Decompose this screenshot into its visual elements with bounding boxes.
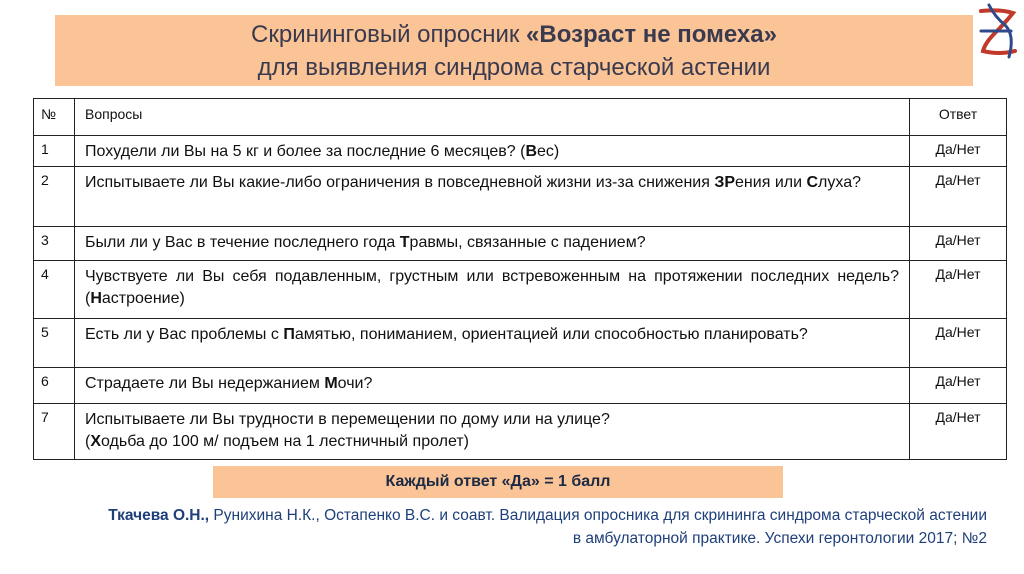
row-number: 3 <box>34 227 75 261</box>
question-text: Испытываете ли Вы какие-либо ограничения в повседневной жизни из-за снижения ЗРения или Слуха? <box>75 167 910 227</box>
answer-cell: Да/Нет <box>910 404 1007 460</box>
answer-cell: Да/Нет <box>910 368 1007 404</box>
row-number: 6 <box>34 368 75 404</box>
table-row <box>34 368 1007 404</box>
question-text: Есть ли у Вас проблемы с Памятью, пониманием, ориентацией или способностью планировать? <box>75 319 910 368</box>
table-row <box>34 167 1007 227</box>
question-text: Чувствуете ли Вы себя подавленным, грустным или встревоженным на протяжении последних недель? (Настроение) <box>75 261 910 319</box>
table-row <box>34 404 1007 460</box>
score-note: Каждый ответ «Да» = 1 балл <box>213 466 783 498</box>
table-row <box>34 261 1007 319</box>
answer-cell: Да/Нет <box>910 167 1007 227</box>
answer-cell: Да/Нет <box>910 261 1007 319</box>
reference-author: Ткачева О.Н., <box>108 507 210 524</box>
question-text: Испытываете ли Вы трудности в перемещении по дому или на улице? (Ходьба до 100 м/ подъем на 1 лестничный пролет) <box>75 404 910 460</box>
answer-cell: Да/Нет <box>910 319 1007 368</box>
row-number: 2 <box>34 167 75 227</box>
title-prefix: Скрининговый опросник <box>251 21 527 48</box>
reference-line-1: Ткачева О.Н., Рунихина Н.К., Остапенко В.С. и соавт. Валидация опросника для скрининга синдрома старческой астении <box>108 507 987 524</box>
reference-line-2: в амбулаторной практике. Успехи геронтологии 2017; №2 <box>572 530 987 547</box>
title-bold: «Возраст не помеха» <box>526 21 777 48</box>
answer-cell: Да/Нет <box>910 227 1007 261</box>
dna-helix-logo-icon <box>975 3 1021 59</box>
table-header-row <box>34 99 1007 136</box>
title-line-2: для выявления синдрома старческой астении <box>257 54 771 81</box>
row-number: 7 <box>34 404 75 460</box>
header-num: № <box>34 99 75 136</box>
table-row <box>34 136 1007 167</box>
row-number: 5 <box>34 319 75 368</box>
table-row <box>34 319 1007 368</box>
question-text: Страдаете ли Вы недержанием Мочи? <box>75 368 910 404</box>
header-question: Вопросы <box>75 99 910 136</box>
row-number: 4 <box>34 261 75 319</box>
question-text: Похудели ли Вы на 5 кг и более за последние 6 месяцев? (Вес) <box>75 136 910 167</box>
answer-cell: Да/Нет <box>910 136 1007 167</box>
question-text: Были ли у Вас в течение последнего года Травмы, связанные с падением? <box>75 227 910 261</box>
title-banner <box>55 15 973 86</box>
reference-citation <box>57 504 987 550</box>
table-row <box>34 227 1007 261</box>
header-answer: Ответ <box>910 99 1007 136</box>
questionnaire-table <box>33 98 1007 460</box>
row-number: 1 <box>34 136 75 167</box>
title-line-1 <box>55 18 973 51</box>
